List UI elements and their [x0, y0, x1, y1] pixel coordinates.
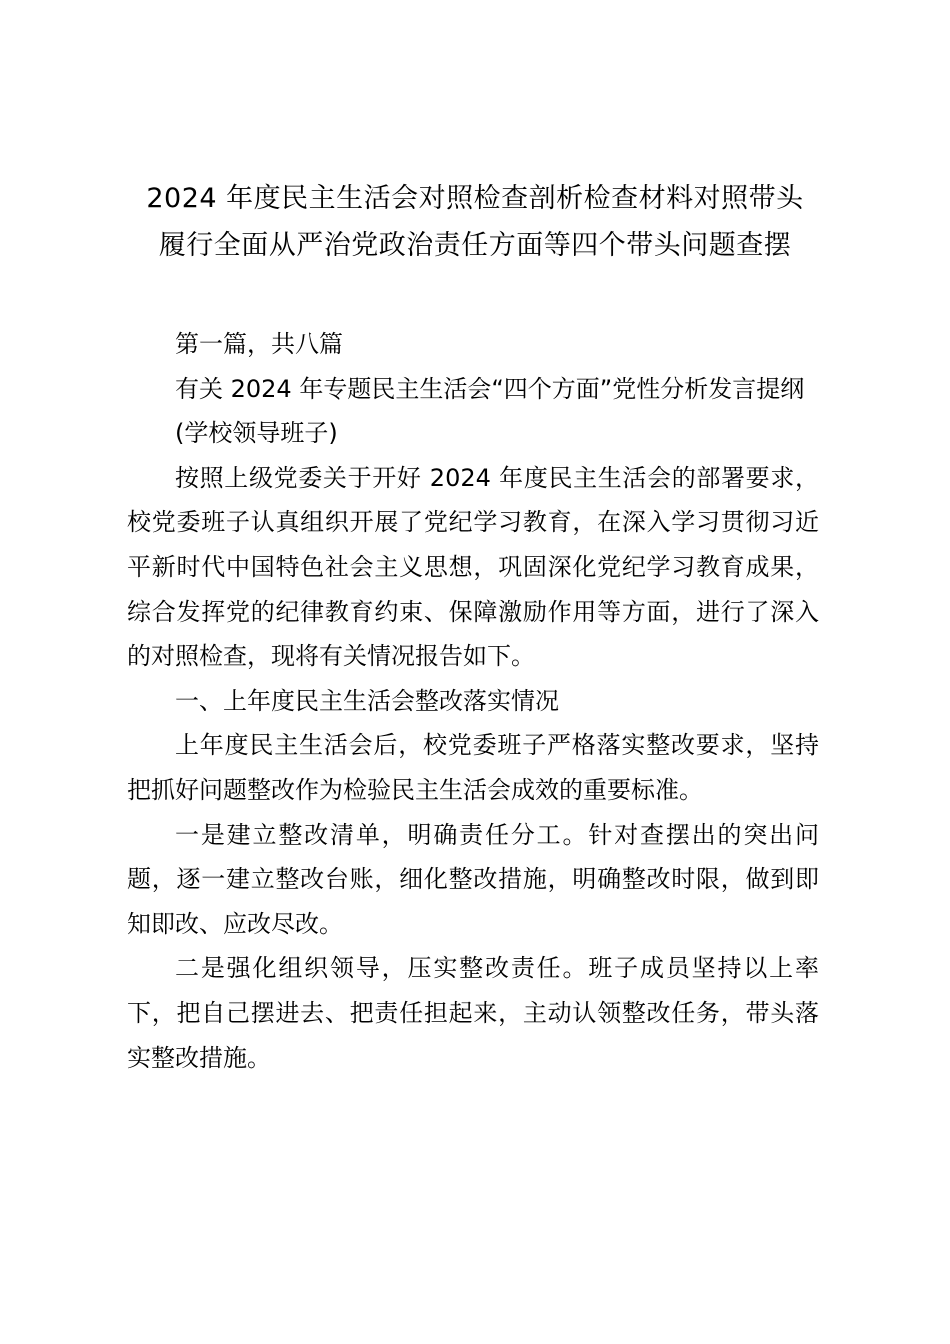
body-paragraph: 上年度民主生活会后，校党委班子严格落实整改要求，坚持把抓好问题整改作为检验民主生活会成效的重要标准。 [127, 731, 819, 804]
intro-paragraph: 按照上级党委关于开好 2024 年度民主生活会的部署要求，校党委班子认真组织开展了党纪学习教育，在深入学习贯彻习近平新时代中国特色社会主义思想，巩固深化党纪学习教育成果，综合发挥党的纪律教育约束、保障激励作用等方面，进行了深入的对照检查，现将有关情况报告如下。 [127, 463, 819, 671]
section-heading-1: 一、上年度民主生活会整改落实情况 [175, 686, 559, 715]
document-body [127, 322, 819, 1080]
title-line-2: 履行全面从严治党政治责任方面等四个带头问题查摆 [158, 230, 792, 261]
title-line-1: 2024 年度民主生活会对照检查剖析检查材料对照带头 [146, 183, 804, 214]
document-title [120, 175, 830, 269]
body-paragraph: 二是强化组织领导，压实整改责任。班子成员坚持以上率下，把自己摆进去、把责任担起来，主动认领整改任务，带头落实整改措施。 [127, 954, 819, 1072]
subtitle: 有关 2024 年专题民主生活会“四个方面”党性分析发言提纲 [175, 374, 805, 403]
body-paragraph: 一是建立整改清单，明确责任分工。针对查摆出的突出问题，逐一建立整改台账，细化整改措施，明确整改时限，做到即知即改、应改尽改。 [127, 820, 819, 938]
part-indicator: 第一篇，共八篇 [175, 330, 343, 358]
subtitle-note: (学校领导班子) [175, 419, 338, 448]
